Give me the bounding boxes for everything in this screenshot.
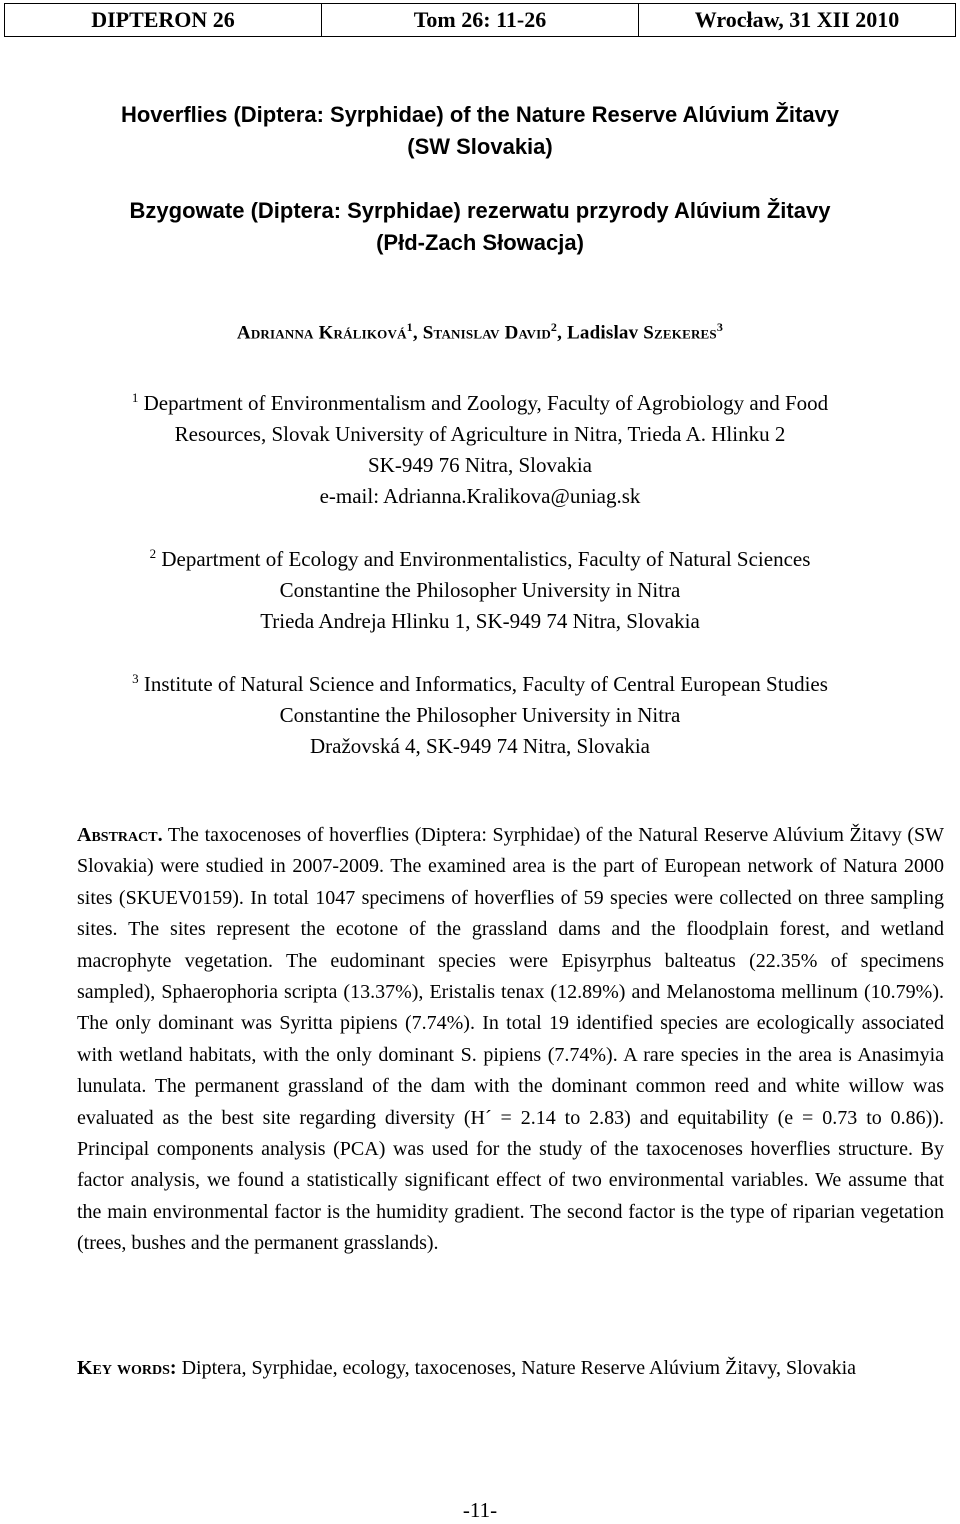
author-3-last-name: Szekeres <box>643 322 717 344</box>
affiliation-1 <box>40 382 920 512</box>
affiliation-3-line2: Constantine the Philosopher University in Nitra <box>279 703 681 727</box>
affiliation-1-line2: Resources, Slovak University of Agriculture in Nitra, Trieda A. Hlinku 2 <box>174 422 786 446</box>
author-separator: , <box>412 322 423 344</box>
journal-volume: Tom 26: 11-26 <box>321 4 638 36</box>
affiliation-2 <box>40 538 920 637</box>
title-english-line1: Hoverflies (Diptera: Syrphidae) of the Nature Reserve Alúvium Žitavy <box>120 102 840 127</box>
author-list <box>0 320 960 344</box>
author-separator: , <box>557 322 568 344</box>
title-english <box>0 99 960 163</box>
affiliation-1-number: 1 <box>131 390 139 405</box>
affiliation-2-number: 2 <box>149 546 157 561</box>
keywords-label: Key words: <box>77 1357 177 1379</box>
affiliation-3-number: 3 <box>132 671 139 686</box>
author-1: Adrianna Králiková <box>236 322 407 344</box>
title-polish-line2: (Płd-Zach Słowacja) <box>376 230 584 255</box>
abstract-text: The taxocenoses of hoverflies (Diptera: Syrphidae) of the Natural Reserve Alúvium Žitavy (SW Slovakia) were studied in 2007-2009. The examined area is the part of European network of Natura 2000 sites (SKUEV0159). In total 1047 specimens of hoverflies of 59 species were collected on three sampling sites. The sites represent the ecotone of the grassland dams and the floodplain forest, and wetland macrophyte vegetation. The eudominant species were Episyrphus balteatus (22.35% of specimens sampled), Sphaerophoria scripta (13.37%), Eristalis tenax (12.89%) and Melanostoma mellinum (10.79%). The only dominant was Syritta pipiens (7.74%). In total 19 identified species are ecologically associated with wetland habitats, with the only dominant S. pipiens (7.74%). A rare species in the area is Anasimyia lunulata. The permanent grassland of the dam with the dominant common reed and white willow was evaluated as the best site regarding diversity (H´ = 2.14 to 2.83) and equitability (e = 0.73 to 0.86)). Principal components analysis (PCA) was used for the study of the taxocenoses hoverflies structure. By factor analysis, we found a statistically significant effect of two environmental variables. We assume that the main environmental factor is the humidity gradient. The second factor is the type of riparian vegetation (trees, bushes and the permanent grasslands). <box>77 824 944 1255</box>
abstract-label: Abstract. <box>77 824 163 846</box>
author-2-affiliation-ref: 2 <box>550 320 558 334</box>
affiliation-3 <box>40 663 920 762</box>
title-polish <box>0 195 960 259</box>
affiliation-3-line3: Dražovská 4, SK-949 74 Nitra, Slovakia <box>309 734 651 758</box>
author-1-affiliation-ref: 1 <box>406 320 413 334</box>
affiliation-3-line1: Institute of Natural Science and Informatics, Faculty of Central European Studies <box>143 672 828 696</box>
keywords <box>77 1352 944 1384</box>
author-3-affiliation-ref: 3 <box>716 320 724 334</box>
journal-header <box>4 3 956 37</box>
title-polish-line1: Bzygowate (Diptera: Syrphidae) rezerwatu przyrody Alúvium Žitavy <box>129 198 831 223</box>
author-2: Stanislav David <box>422 322 551 344</box>
affiliation-2-line1: Department of Ecology and Environmentalistics, Faculty of Natural Sciences <box>161 547 811 571</box>
title-english-line2: (SW Slovakia) <box>407 134 553 159</box>
keywords-text: Diptera, Syrphidae, ecology, taxocenoses, Nature Reserve Alúvium Žitavy, Slovakia <box>181 1357 857 1379</box>
page-number: -11- <box>462 1498 498 1522</box>
journal-place-date: Wrocław, 31 XII 2010 <box>638 4 955 36</box>
abstract <box>77 820 944 1260</box>
journal-name: DIPTERON 26 <box>91 7 235 32</box>
affiliation-2-line3: Trieda Andreja Hlinku 1, SK-949 74 Nitra, Slovakia <box>260 609 700 633</box>
author-3-first-name: Ladislav <box>567 322 639 344</box>
affiliation-1-line3: SK-949 76 Nitra, Slovakia <box>368 453 592 477</box>
affiliation-1-email: e-mail: Adrianna.Kralikova@uniag.sk <box>319 484 641 508</box>
affiliation-2-line2: Constantine the Philosopher University in Nitra <box>279 578 681 602</box>
affiliation-1-line1: Department of Environmentalism and Zoology, Faculty of Agrobiology and Food <box>143 391 829 415</box>
